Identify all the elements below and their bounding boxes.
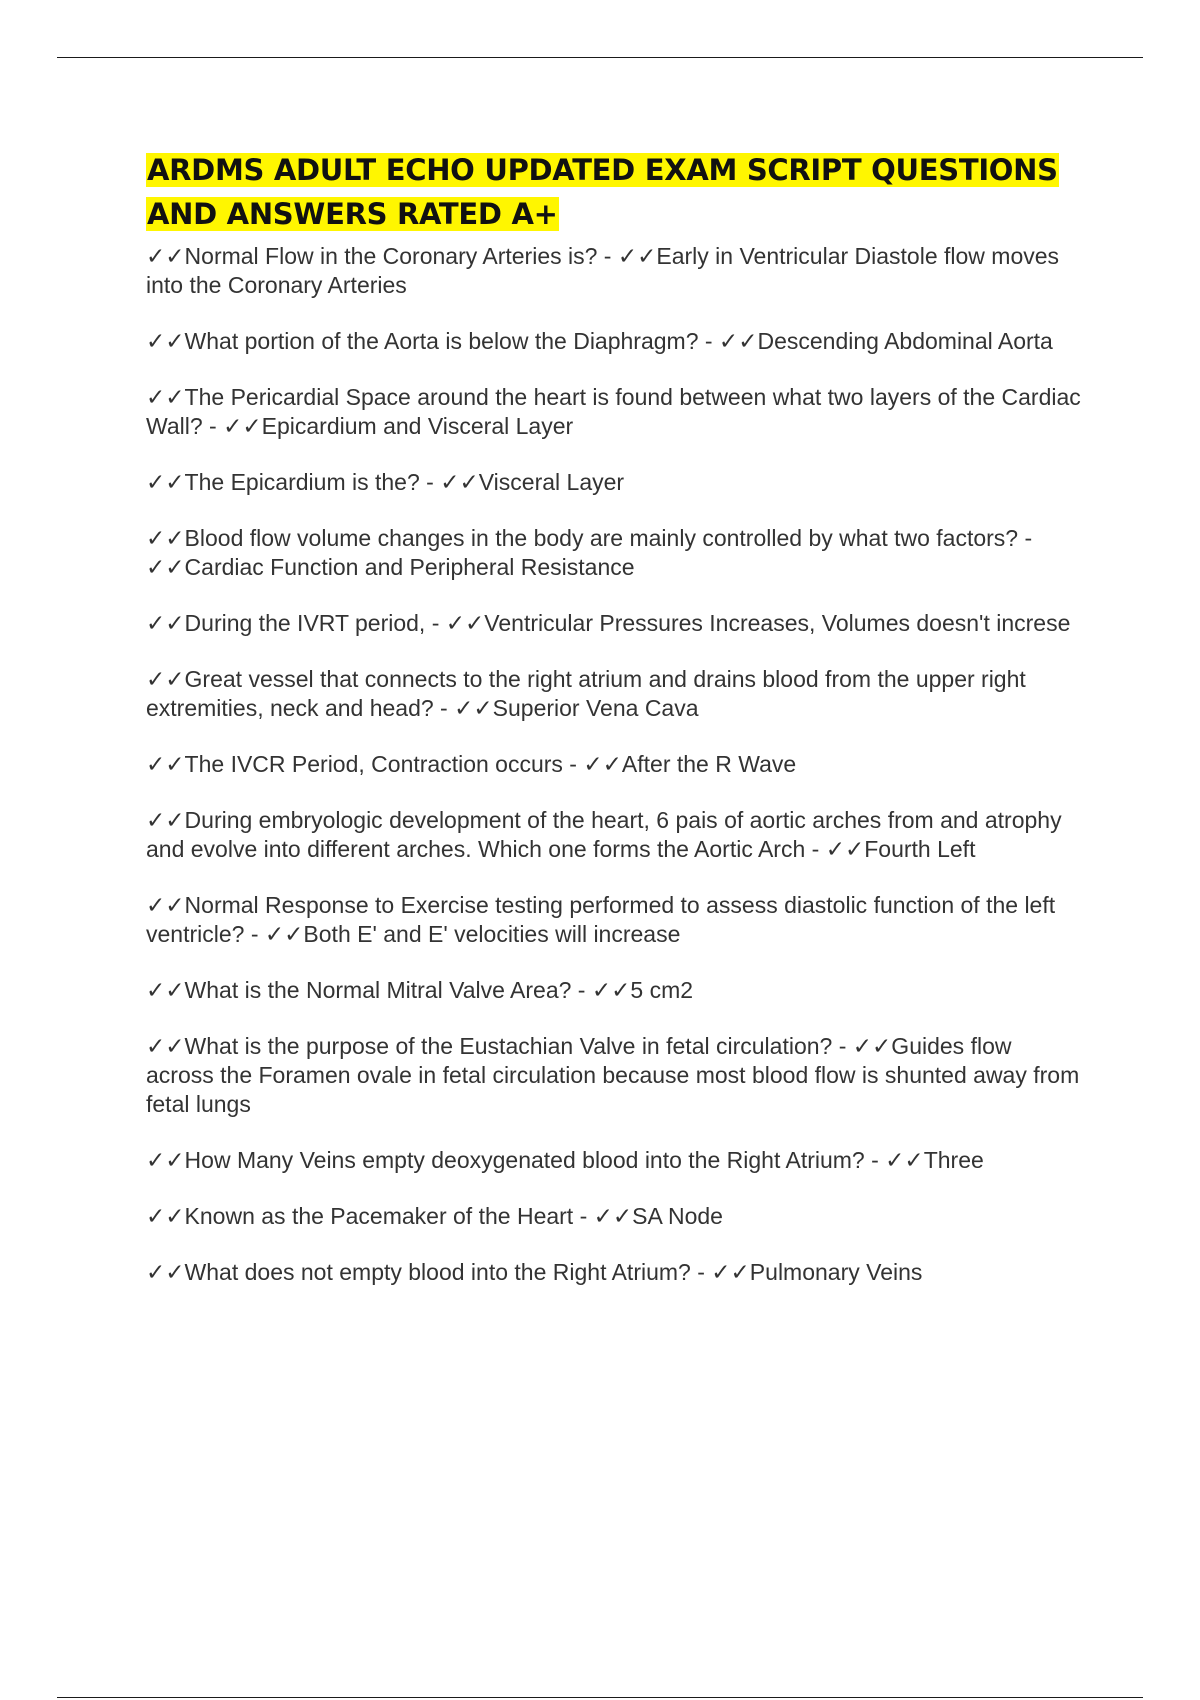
qa-item: ✓✓Known as the Pacemaker of the Heart - ✓✓SA Node [146, 1203, 723, 1229]
qa-item: ✓✓Normal Flow in the Coronary Arteries is? - ✓✓Early in Ventricular Diastole flow moves into the Coronary Arteries [146, 243, 1060, 298]
qa-item: ✓✓What does not empty blood into the Right Atrium? - ✓✓Pulmonary Veins [146, 1259, 923, 1285]
qa-item: ✓✓Great vessel that connects to the right atrium and drains blood from the upper right extremities, neck and head? - ✓✓Superior Vena Cava [146, 666, 1026, 721]
qa-item: ✓✓During embryologic development of the heart, 6 pais of aortic arches from and atrophy and evolve into different arches. Which one forms the Aortic Arch - ✓✓Fourth Left [146, 807, 1062, 862]
qa-item: ✓✓What is the purpose of the Eustachian Valve in fetal circulation? - ✓✓Guides flow across the Foramen ovale in fetal circulation because most blood flow is shunted away from fetal lungs [146, 1033, 1080, 1117]
qa-item: ✓✓The IVCR Period, Contraction occurs - ✓✓After the R Wave [146, 751, 797, 777]
document-title-text: ARDMS ADULT ECHO UPDATED EXAM SCRIPT QUESTIONS AND ANSWERS RATED A+ [147, 153, 1058, 231]
qa-item: ✓✓What portion of the Aorta is below the Diaphragm? - ✓✓Descending Abdominal Aorta [146, 328, 1053, 354]
header-rule [57, 57, 1143, 58]
qa-item: ✓✓The Pericardial Space around the heart is found between what two layers of the Cardiac Wall? - ✓✓Epicardium and Visceral Layer [146, 384, 1081, 439]
qa-item: ✓✓During the IVRT period, - ✓✓Ventricular Pressures Increases, Volumes doesn't increse [146, 610, 1071, 636]
document-title [146, 148, 1081, 236]
qa-item: ✓✓The Epicardium is the? - ✓✓Visceral Layer [146, 469, 625, 495]
qa-item: ✓✓Normal Response to Exercise testing performed to assess diastolic function of the left ventricle? - ✓✓Both E' and E' velocities will increase [146, 892, 1056, 947]
footer-rule [57, 1697, 1143, 1698]
qa-item: ✓✓What is the Normal Mitral Valve Area? - ✓✓5 cm2 [146, 977, 694, 1003]
document-body [146, 148, 1081, 1314]
qa-item: ✓✓Blood flow volume changes in the body are mainly controlled by what two factors? - ✓✓Cardiac Function and Peripheral Resistance [146, 525, 1033, 580]
qa-item: ✓✓How Many Veins empty deoxygenated blood into the Right Atrium? - ✓✓Three [146, 1147, 984, 1173]
